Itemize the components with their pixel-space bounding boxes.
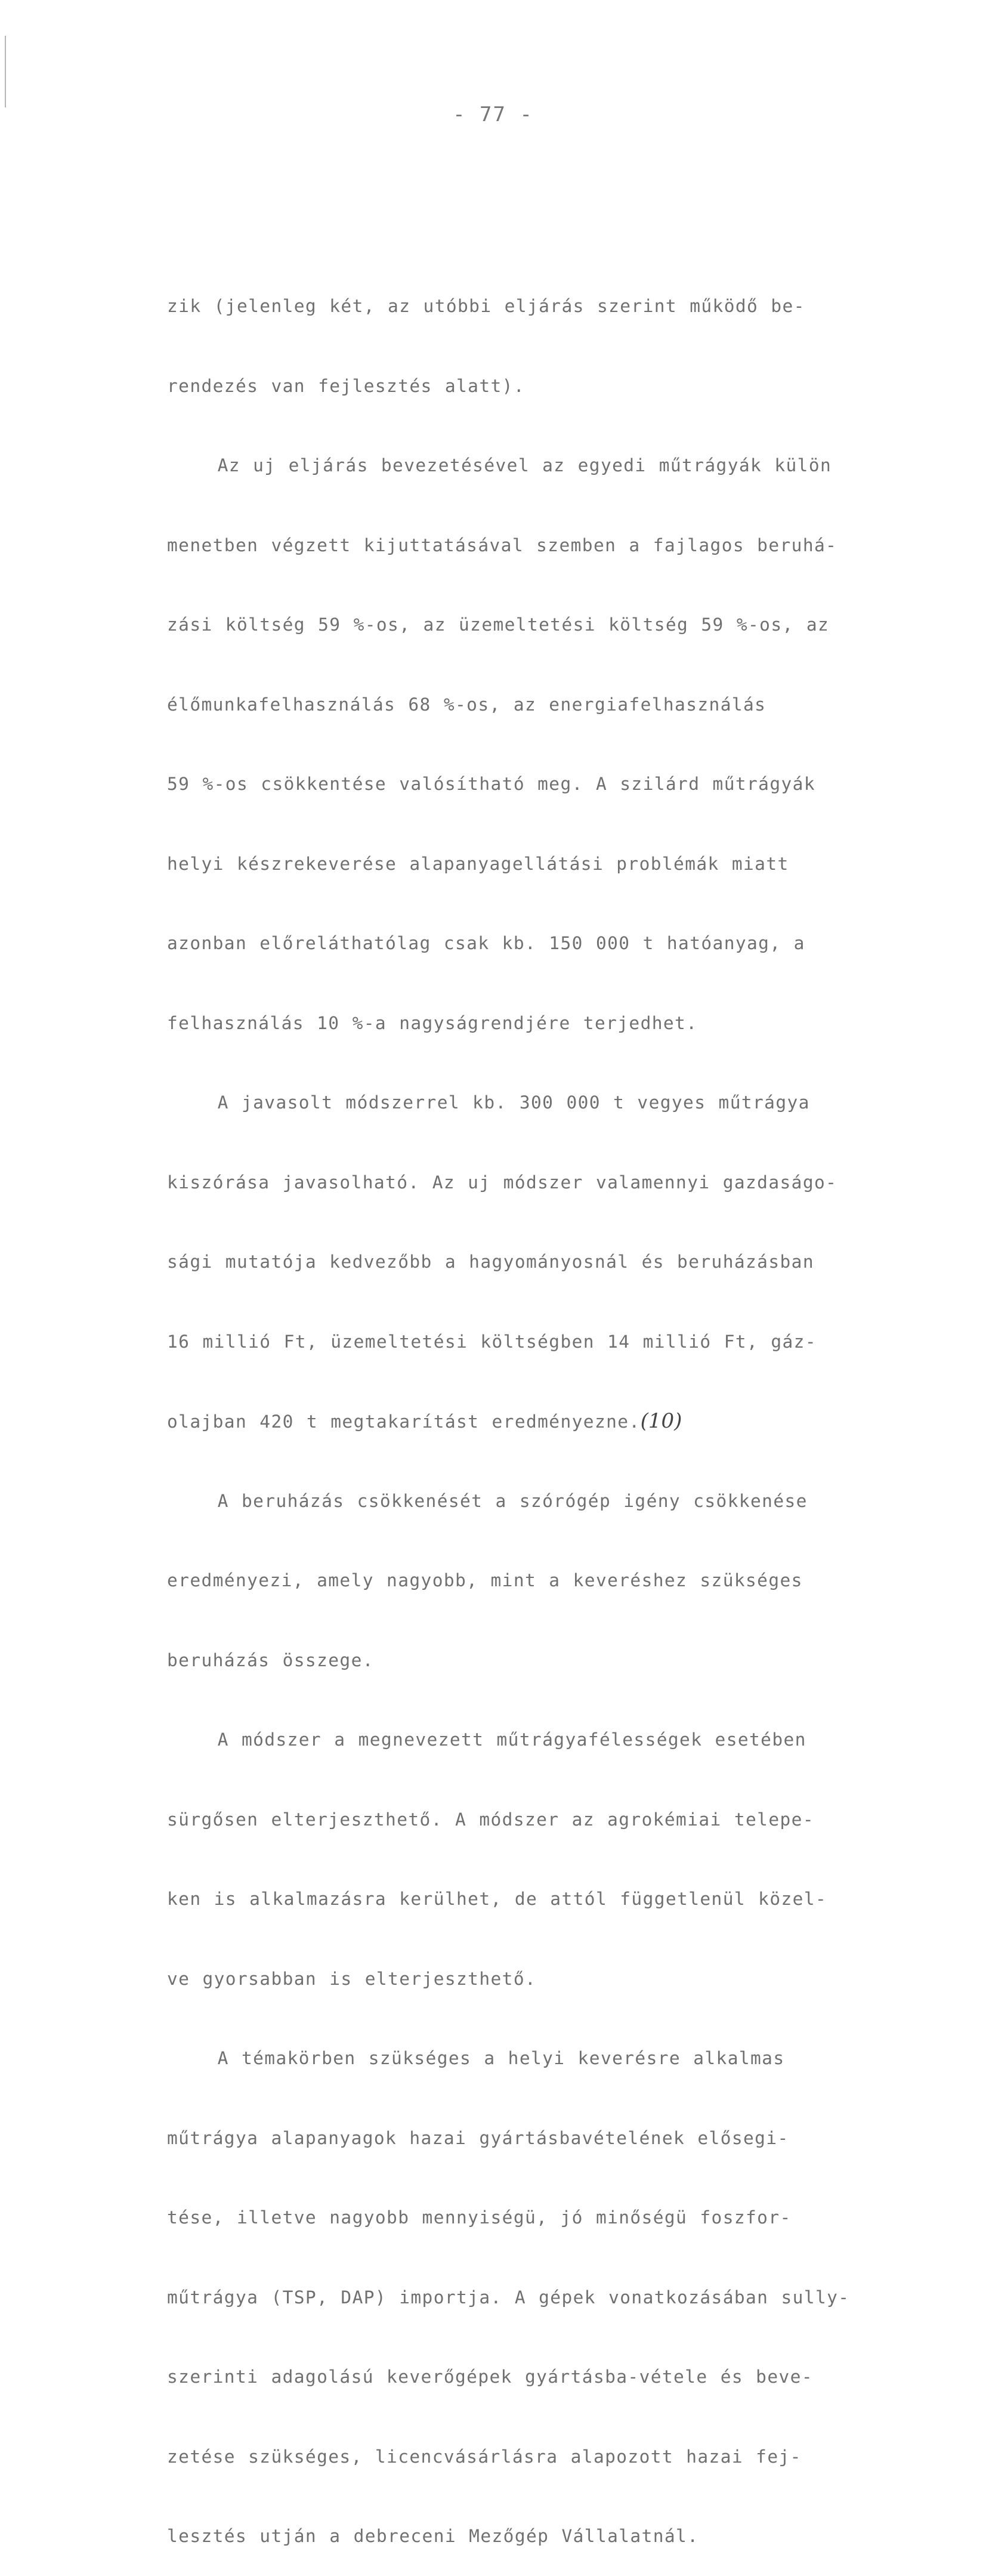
text-line: élőmunkafelhasználás 68 %-os, az energiafelhasználás [167, 694, 766, 715]
text-line: zetése szükséges, licencvásárlásra alapozott hazai fej- [167, 2446, 802, 2467]
text-line: helyi készrekeverése alapanyagellátási problémák miatt [167, 853, 789, 874]
text-line: műtrágya alapanyagok hazai gyártásbavételének elősegi- [167, 2127, 789, 2148]
text-line: műtrágya (TSP, DAP) importja. A gépek vonatkozásában sully- [167, 2287, 850, 2308]
text-line: azonban előreláthatólag csak kb. 150 000 t hatóanyag, a [167, 933, 805, 953]
text-line: beruházás összege. [167, 1650, 374, 1670]
text-line: zási költség 59 %-os, az üzemeltetési költség 59 %-os, az [167, 614, 830, 635]
text-line: zik (jelenleg két, az utóbbi eljárás szerint működő be- [167, 296, 805, 316]
handwritten-note: (10) [640, 1409, 682, 1433]
text-line: sürgősen elterjeszthető. A módszer az agrokémiai telepe- [167, 1809, 814, 1830]
margin-line [5, 36, 6, 107]
text-line: kiszórása javasolható. Az uj módszer valamennyi gazdaságo- [167, 1172, 837, 1193]
text-line: felhasználás 10 %-a nagyságrendjére terjedhet. [167, 1012, 698, 1033]
text-line: A módszer a megnevezett műtrágyafélességek esetében [167, 1729, 806, 1750]
text-line: 59 %-os csökkentése valósítható meg. A szilárd műtrágyák [167, 774, 815, 794]
text-line-with-note [167, 1408, 883, 1435]
text-line: A javasolt módszerrel kb. 300 000 t vegyes műtrágya [167, 1092, 810, 1113]
page-number: - 77 - [453, 103, 533, 126]
text-line: ken is alkalmazásra kerülhet, de attól függetlenül közel- [167, 1889, 827, 1909]
text-line: menetben végzett kijuttatásával szemben a fajlagos beruhá- [167, 535, 837, 555]
text-line: A témakörben szükséges a helyi keverésre alkalmas [167, 2048, 785, 2068]
text-line: rendezés van fejlesztés alatt). [167, 375, 525, 396]
text-line: eredményezi, amely nagyobb, mint a keveréshez szükséges [167, 1570, 803, 1590]
text-line: Az uj eljárás bevezetésével az egyedi műtrágyák külön [167, 455, 832, 475]
text-line: A beruházás csökkenését a szórógép igény csökkenése [167, 1490, 808, 1511]
text-line: sági mutatója kedvezőbb a hagyományosnál és beruházásban [167, 1252, 814, 1272]
body-text [167, 240, 883, 2576]
text-line: lesztés utján a debreceni Mezőgép Vállalatnál. [167, 2526, 699, 2546]
text-line: olajban 420 t megtakarítást eredményezne. [167, 1411, 641, 1432]
text-line: tése, illetve nagyobb mennyiségü, jó minőségü foszfor- [167, 2207, 792, 2228]
text-line: ve gyorsabban is elterjeszthető. [167, 1968, 537, 1989]
text-line: 16 millió Ft, üzemeltetési költségben 14 millió Ft, gáz- [167, 1331, 817, 1352]
text-line: szerinti adagolású keverőgépek gyártásba-vétele és beve- [167, 2367, 813, 2387]
